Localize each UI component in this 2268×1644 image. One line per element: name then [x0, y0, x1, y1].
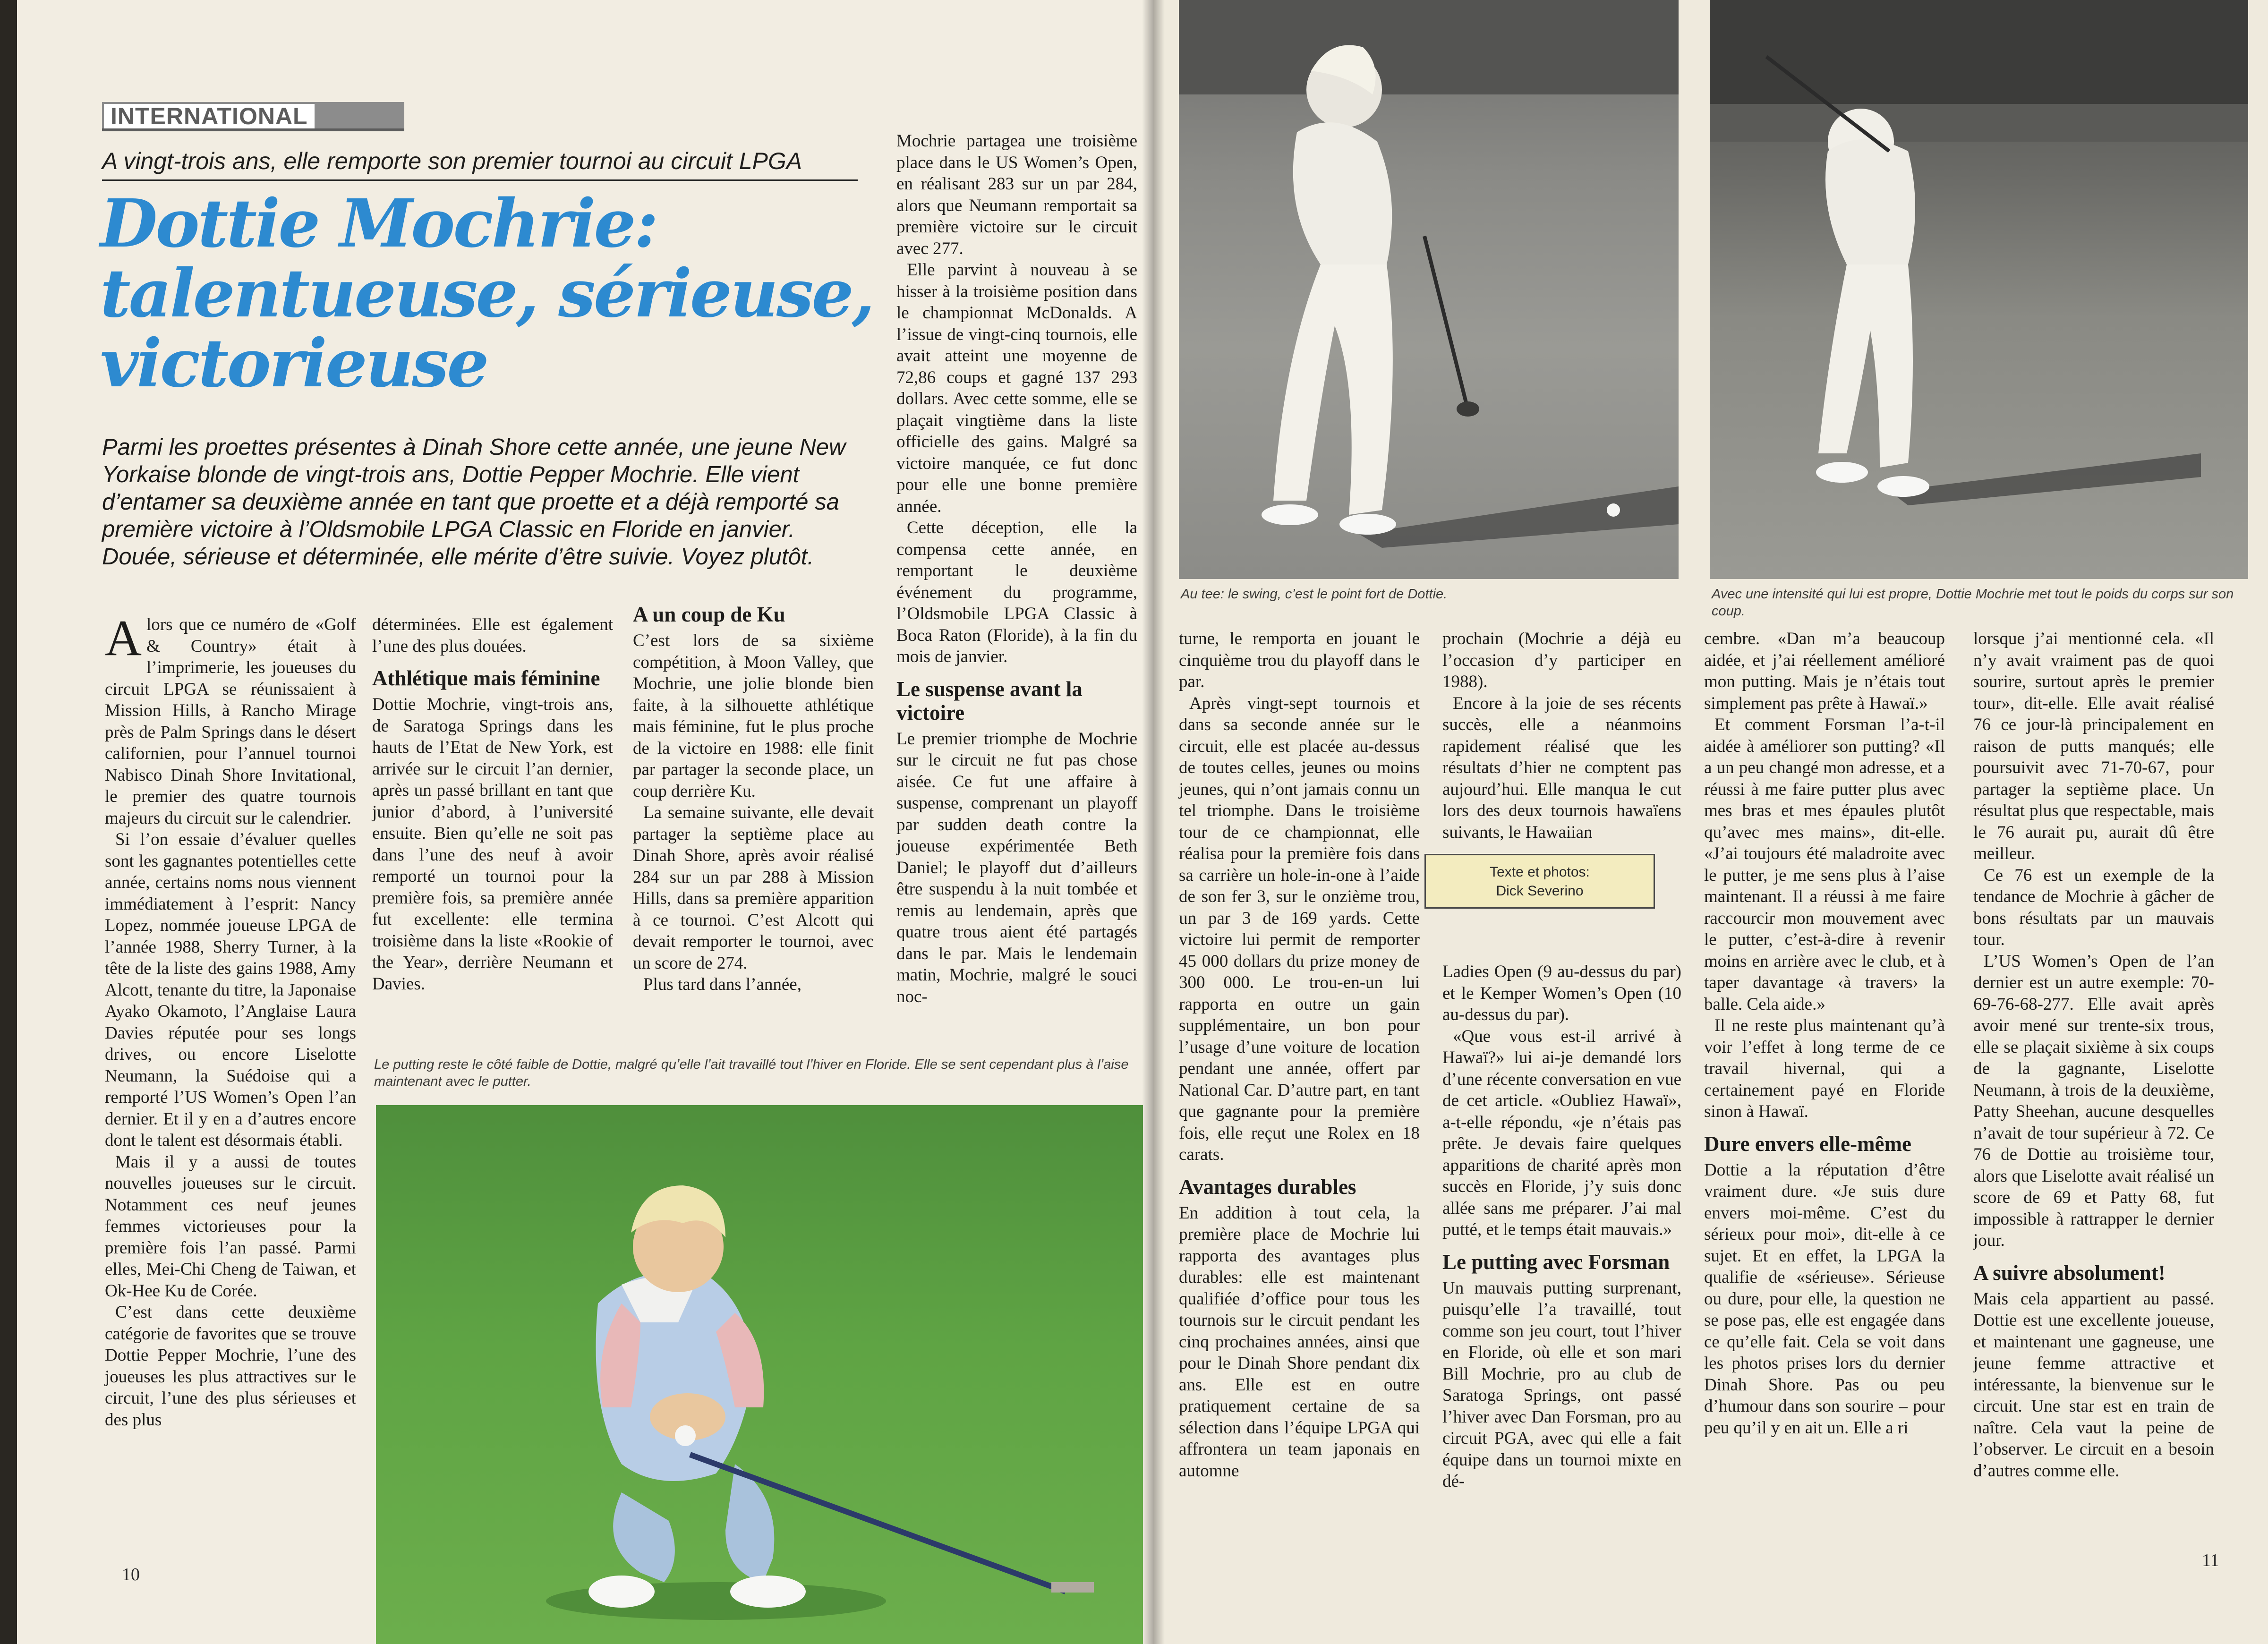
article-column-4 [896, 130, 1137, 1007]
article-column-2 [372, 614, 613, 995]
paragraph: Dottie a la réputation d’être vraiment dure. «Je suis dure envers moi-même. C’est du sérieux pour moi», dit-elle à ce sujet. Et en effet, la LPGA la qualifie de «sérieuse». Sérieuse ou dure, pour elle, la question ne se pose pas, elle est engagée dans ce qu’elle fait. Cela se voit dans les photos prises lors du dernier Dinah Shore. Pas ou peu d’humour dans son sourire – pour peu qu’il y en ait un. Elle a ri [1704, 1160, 1945, 1438]
paragraph: Le premier triomphe de Mochrie sur le circuit ne fut pas chose aisée. Ce fut une affaire à suspense, comprenant un playoff par sudden death contre la joueuse expérimentée Beth Daniel; le playoff dut d’ailleurs être suspendu à la nuit tombée et remis au lendemain, après que quatre trous aient été partagés dans le par. Mais le lendemain matin, Mochrie, malgré le souci noc- [896, 729, 1137, 1006]
subhead: Dure envers elle-même [1704, 1132, 1911, 1156]
article-column-8 [1973, 628, 2214, 1482]
paragraph: Mais il y a aussi de toutes nouvelles joueuses sur le circuit. Notamment ces neuf jeunes femmes victorieuses pour la première fois l’an passé. Parmi elles, Mei-Chi Cheng de Taiwan, et Ok-Hee Ku de Corée. [105, 1152, 356, 1301]
paragraph: lors que ce numéro de «Golf & Country» était à l’imprimerie, les joueuses du circuit LPGA se réunissaient à Mission Hills, à Rancho Mirage près de Palm Springs dans le désert californien, pour l’annuel tournoi Nabisco Dinah Shore Invitational, le premier des quatre tournois majeurs du circuit sur le calendrier. [105, 615, 356, 828]
paragraph: Ce 76 est un exemple de la tendance de Mochrie à gâcher de bons résultats par un mauvais tour. [1973, 865, 2214, 949]
article-column-1 [105, 610, 356, 1431]
paragraph: Il ne reste plus maintenant qu’à voir l’effet à long terme de ce travail hivernal, qui a certainement payé en Floride sinon à Hawaï. [1704, 1016, 1945, 1121]
putting-photo [376, 1105, 1143, 1644]
paragraph: Mais cela appartient au passé. Dottie est une excellente joueuse, et maintenant une gagneuse, une jeune femme attractive et intéressante, la bienvenue sur le circuit. Une star est en train de naître. Cela vaut la peine de l’observer. Le circuit en a besoin d’autres comme elle. [1973, 1289, 2214, 1481]
page-number-right: 11 [2202, 1550, 2219, 1570]
section-label: INTERNATIONAL [104, 104, 315, 128]
paragraph: La semaine suivante, elle devait partager la septième place au Dinah Shore, après avoir réalisé 284 sur un par 288 à Mission Hills, dans sa première apparition à ce tournoi. C’est Alcott qui devait remporter le tournoi, avec un score de 274. [633, 803, 874, 973]
paragraph: Si l’on essaie d’évaluer quelles sont les gagnantes potentielles cette année, certains noms nous viennent immédiatement à l’esprit: Nancy Lopez, nommée joueuse LPGA de l’année 1988, Sherry Turner, à la tête de la liste des gains 1988, Amy Alcott, tenante du titre, la Japonaise Ayako Okamoto, l’Anglaise Laura Davies réputée pour ses longs drives, ou encore Liselotte Neumann, la Suédoise qui a remporté l’US Women’s Open l’an dernier. Et il y en a d’autres encore dont le talent est désormais établi. [105, 830, 356, 1150]
article-column-3 [633, 603, 874, 996]
paragraph: déterminées. Elle est également l’une des plus douées. [372, 615, 613, 656]
headline-line-3: victorieuse [100, 325, 487, 402]
lede: Parmi les proettes présentes à Dinah Shore cette année, une jeune New Yorkaise blonde de vingt-trois ans, Dottie Pepper Mochrie. Elle vient d’entamer sa deuxième année en tant que proette et a déjà remporté sa première victoire à l’Oldsmobile LPGA Classic en Floride en janvier. Douée, sérieuse et déterminée, elle mérite d’être suivie. Voyez plutôt. [102, 434, 846, 570]
paragraph: C’est lors de sa sixième compétition, à Moon Valley, que Mochrie, une jolie blonde bien faite, à la silhouette athlétique mais féminine, fut le plus proche de la victoire en 1988: elle finit par partager la seconde place, un coup derrière Ku. [633, 631, 874, 801]
credit-line-2: Dick Severino [1496, 883, 1584, 899]
article-column-6 [1442, 628, 1681, 1492]
subhead: Avantages durables [1179, 1175, 1356, 1199]
paragraph: lorsque j’ai mentionné cela. «Il n’y avait vraiment pas de quoi sourire, surtout après le premier tour», dit-elle. Elle avait réalisé 76 ce jour-là principalement en raison de putts manqués; elle poursuivit avec 71-70-67, pour partager la septième place. Un résultat plus que respectable, mais le 76 aurait pu, aurait dû être meilleur. [1973, 629, 2214, 863]
intensity-caption: Avec une intensité qui lui est propre, Dottie Mochrie met tout le poids du corps sur son coup. [1712, 587, 2234, 619]
tee-caption: Au tee: le swing, c’est le point fort de Dottie. [1181, 587, 1448, 602]
subhead: Athlétique mais féminine [372, 666, 600, 690]
golfer-follow-through-image [1710, 0, 2248, 579]
paragraph: Elle parvint à nouveau à se hisser à la troisième position dans le championnat McDonalds. A l’issue de vingt-cinq tournois, elle avait atteint une moyenne de 72,86 coups et gagné 137 293 dollars. Avec cette somme, elle se plaçait vingtième dans la liste officielle des gains. Malgré sa victoire manquée, ce fut donc pour elle une bonne première année. [896, 260, 1137, 516]
subhead: A un coup de Ku [633, 603, 785, 626]
paragraph: «Que vous est-il arrivé à Hawaï?» lui ai-je demandé lors d’une récente conversation en vue de cet article. «Oubliez Hawaï», a-t-elle répondu, «je n’étais pas prête. Je devais faire quelques apparitions de charité après mon succès en Floride, j’y suis donc allée sans me préparer. J’ai mal putté, et le temps était mauvais.» [1442, 1026, 1681, 1239]
paragraph: Encore à la joie de ses récents succès, elle a néanmoins rapidement réalisé que les résultats d’hier ne comptent pas aujourd’hui. Elle manqua le cut lors des deux tournois hawaïens suivants, le Hawaiian [1442, 693, 1681, 842]
follow-through-photo [1710, 0, 2248, 579]
paragraph: Dottie Mochrie, vingt-trois ans, de Saratoga Springs dans les hauts de l’Etat de New York, est arrivée sur le circuit l’an dernier, après un passé brillant en tant que junior d’abord, à l’université ensuite. Bien qu’elle ne soit pas dans l’une des neuf à avoir remporté un tournoi pour la première fois, sa première année fut excellente: elle termina troisième dans la liste «Rookie of the Year», derrière Neumann et Davies. [372, 695, 613, 994]
dropcap: A [105, 610, 142, 666]
paragraph: Un mauvais putting surprenant, puisqu’elle l’a travaillé, tout comme son jeu court, tout l’hiver en Floride, où elle et son mari Bill Mochrie, pro au club de Saratoga Springs, ont passé l’hiver avec Dan Forsman, pro au circuit PGA, avec qui elle a fait équipe dans un tournoi mixte en dé- [1442, 1278, 1681, 1491]
spine-shadow [1142, 0, 1165, 1644]
headline-line-1: Dottie Mochrie: [100, 185, 657, 263]
paragraph: Plus tard dans l’année, [643, 975, 801, 994]
paragraph: Après vingt-sept tournois et dans sa seconde année sur le circuit, elle est placée au-dessus de toutes celles, jeunes ou moins jeunes, qui n’ont jamais connu un tel triomphe. Dans le troisième tour de ce championnat, elle réalisa pour la première fois dans sa carrière un hole-in-one à l’aide de son fer 3, sur le onzième trou, un par 3 de 169 yards. Cette victoire lui permit de remporter 45 000 dollars du prize money de 300 000. Le trou-en-un lui rapporta en outre un gain supplémentaire, un bon pour l’usage d’une voiture de location pendant une année, offert par National Car. D’autre part, en tant que gagnante pour la première fois, elle reçut une Rolex en 18 carats. [1179, 693, 1420, 1164]
paragraph: turne, le remporta en jouant le cinquième trou du playoff dans le par. [1179, 629, 1420, 691]
photo-credit-box [1424, 854, 1655, 909]
paragraph: Ladies Open (9 au-dessus du par) et le Kemper Women’s Open (10 au-dessus du par). [1442, 962, 1681, 1024]
article-column-7 [1704, 628, 1945, 1439]
paragraph: Et comment Forsman l’a-t-il aidée à améliorer son putting? «Il a un peu changé mon adresse, et a réussi à me faire putter plus avec mes bras et mes épaules plutôt qu’avec mes mains», dit-elle. «J’ai toujours été maladroite avec le putter, je me sens plus à l’aise maintenant. Il a réussi à me faire raccourcir mon mouvement avec le putter, c’est-à-dire à revenir moins en arrière avec le club, et à taper davantage ‹à travers› la balle. Cela aide.» [1704, 715, 1945, 1014]
putting-caption: Le putting reste le côté faible de Dottie, malgré qu’elle l’ait travaillé tout l’hiver en Floride. Elle se sent cependant plus à l’aise maintenant avec le putter. [374, 1057, 1129, 1089]
paragraph: En addition à tout cela, la première place de Mochrie lui rapporta des avantages plus durables: elle est maintenant qualifiée d’office pour tous les tournois sur le circuit pendant les cinq prochaines années, ainsi que pour le Dinah Shore pendant dix ans. Elle est en outre pratiquement certaine de sa sélection dans l’équipe LPGA qui affrontera un team japonais en automne [1179, 1203, 1420, 1481]
left-page [17, 0, 1153, 1644]
subhead: Le suspense avant la victoire [896, 677, 1083, 724]
subhead: A suivre absolument! [1973, 1261, 2166, 1285]
paragraph: C’est dans cette deuxième catégorie de favorites que se trouve Dottie Pepper Mochrie, l’une des joueuses les plus attractives sur le circuit, l’une des plus sérieuses et des plus [105, 1303, 356, 1430]
headline-line-2: talentueuse, sérieuse, [100, 255, 873, 332]
golfer-crouching-image [376, 1105, 1143, 1644]
tee-swing-photo [1179, 0, 1679, 579]
paragraph: Mochrie partagea une troisième place dans le US Women’s Open, en réalisant 283 sur un par 284, alors que Neumann remportait sa première victoire sur le circuit avec 277. [896, 131, 1137, 258]
article-column-5 [1179, 628, 1420, 1482]
paragraph: L’US Women’s Open de l’an dernier est un autre exemple: 70-69-76-68-277. Elle avait après avoir mené sur trente-six trous, elle se plaçait sixième à six coups de la gagnante, Liselotte Neumann, à trois de la deuxième, Patty Sheehan, aucune desquelles n’avait de tour supérieur à 72. Ce 76 de Dottie au troisième tour, alors que Liselotte avait réalisé un score de 69 et Patty 68, fut impossible à rattrapper le dernier jour. [1973, 951, 2214, 1250]
headline [100, 185, 873, 402]
page-number-left: 10 [122, 1565, 140, 1584]
paragraph: cembre. «Dan m’a beaucoup aidée, et j’ai réellement amélioré mon putting. Mais je n’étais tout simplement pas prête à Hawaï.» [1704, 629, 1945, 713]
subhead: Le putting avec Forsman [1442, 1250, 1670, 1274]
paragraph: prochain (Mochrie a déjà eu l’occasion d’y participer en 1988). [1442, 629, 1681, 691]
credit-line-1: Texte et photos: [1490, 864, 1590, 880]
golfer-swing-image [1179, 0, 1679, 579]
right-page [1153, 0, 2268, 1644]
overline: A vingt-trois ans, elle remporte son premier tournoi au circuit LPGA [102, 147, 858, 181]
paragraph: Cette déception, elle la compensa cette année, en remportant le deuxième événement du programme, l’Oldsmobile LPGA Classic à Boca Raton (Floride), à la fin du mois de janvier. [896, 518, 1137, 666]
